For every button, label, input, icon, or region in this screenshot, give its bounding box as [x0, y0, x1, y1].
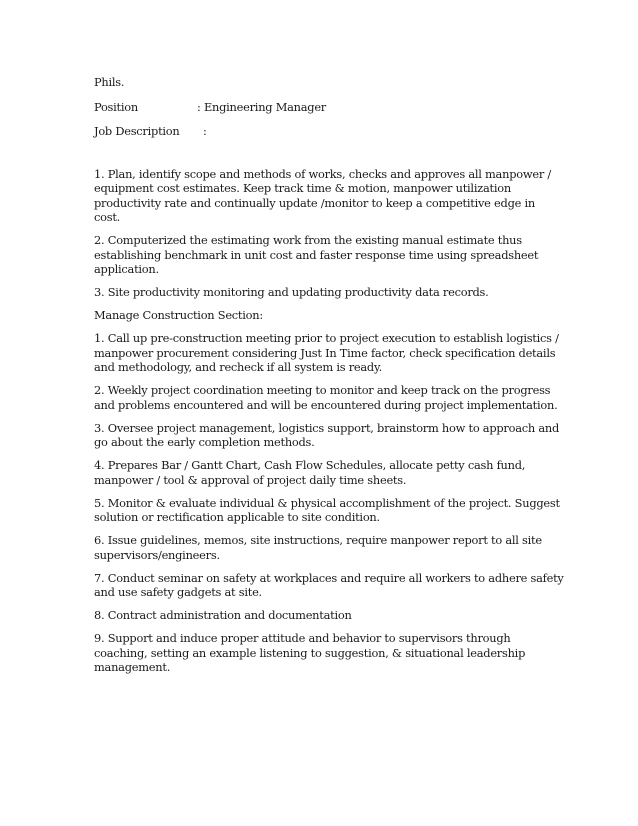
paragraph-line: 8. Contract administration and documentation: [94, 608, 352, 622]
paragraph: [94, 570, 564, 600]
paragraph: [94, 420, 560, 450]
spacer: [94, 149, 554, 167]
paragraph-line: and use safety gadgets at site.: [94, 585, 262, 599]
paragraph-line: 2. Computerized the estimating work from the existing manual estimate thus: [94, 233, 522, 247]
paragraph: [94, 331, 559, 375]
paragraph-line: cost.: [94, 210, 121, 224]
paragraph-line: establishing benchmark in unit cost and faster response time using spreadsheet: [94, 247, 539, 262]
paragraph-line: 6. Issue guidelines, memos, site instructions, require manpower report to all site: [94, 533, 542, 547]
paragraph-line: supervisors/engineers.: [94, 547, 220, 562]
paragraph: [94, 167, 554, 225]
paragraph: [94, 608, 554, 623]
paragraph-line: equipment cost estimates. Keep track time & motion, manpower utilization: [94, 181, 511, 195]
job-description-line: [94, 124, 554, 139]
paragraph: [94, 631, 554, 675]
paragraph: [94, 458, 554, 487]
paragraph-line: and problems encountered and will be encountered during project implementation.: [94, 397, 558, 412]
paragraph-line: 5. Monitor & evaluate individual & physical accomplishment of the project. Suggest: [94, 495, 560, 510]
paragraph-line: solution or rectification applicable to site condition.: [94, 510, 380, 524]
document-body: [94, 75, 564, 683]
paragraph-line: 1. Call up pre-construction meeting prior to project execution to establish logistics /: [94, 331, 559, 345]
paragraph: [94, 308, 554, 323]
paragraph-line: application.: [94, 262, 159, 276]
paragraph-line: Manage Construction Section:: [94, 308, 263, 322]
paragraph: [94, 383, 558, 412]
position-line: [94, 100, 554, 115]
paragraph-line: 4. Prepares Bar / Gantt Chart, Cash Flow Schedules, allocate petty cash fund,: [94, 458, 526, 472]
paragraph: [94, 285, 554, 300]
paragraph-line: 2. Weekly project coordination meeting to monitor and keep track on the progress: [94, 383, 551, 397]
paragraph-line: go about the early completion methods.: [94, 435, 315, 449]
paragraph: [94, 533, 554, 562]
paragraph-line: productivity rate and continually update /monitor to keep a competitive edge in: [94, 195, 535, 210]
job-description-label: Job Description: [94, 124, 180, 138]
paragraph-line: 7. Conduct seminar on safety at workplaces and require all workers to adhere safety: [94, 570, 564, 585]
paragraph-line: manpower procurement considering Just In Time factor, check specification details: [94, 345, 556, 360]
paragraph: [94, 233, 554, 277]
paragraph-line: 3. Site productivity monitoring and updating productivity data records.: [94, 285, 489, 299]
position-label: Position: [94, 99, 138, 114]
paragraph-line: 9. Support and induce proper attitude and behavior to supervisors through: [94, 631, 511, 645]
paragraph-line: 1. Plan, identify scope and methods of works, checks and approves all manpower /: [94, 166, 551, 181]
paragraph-list: [94, 166, 564, 675]
paragraph-line: manpower / tool & approval of project daily time sheets.: [94, 472, 407, 487]
phils-line: Phils.: [94, 75, 125, 89]
position-value: : Engineering Manager: [197, 99, 327, 114]
paragraph-line: coaching, setting an example listening to suggestion, & situational leadership: [94, 645, 526, 660]
paragraph: [94, 495, 560, 525]
paragraph-line: and methodology, and recheck if all system is ready.: [94, 360, 383, 374]
job-description-value: :: [203, 124, 207, 138]
paragraph-line: 3. Oversee project management, logistics support, brainstorm how to approach and: [94, 420, 560, 435]
paragraph-line: management.: [94, 660, 171, 674]
